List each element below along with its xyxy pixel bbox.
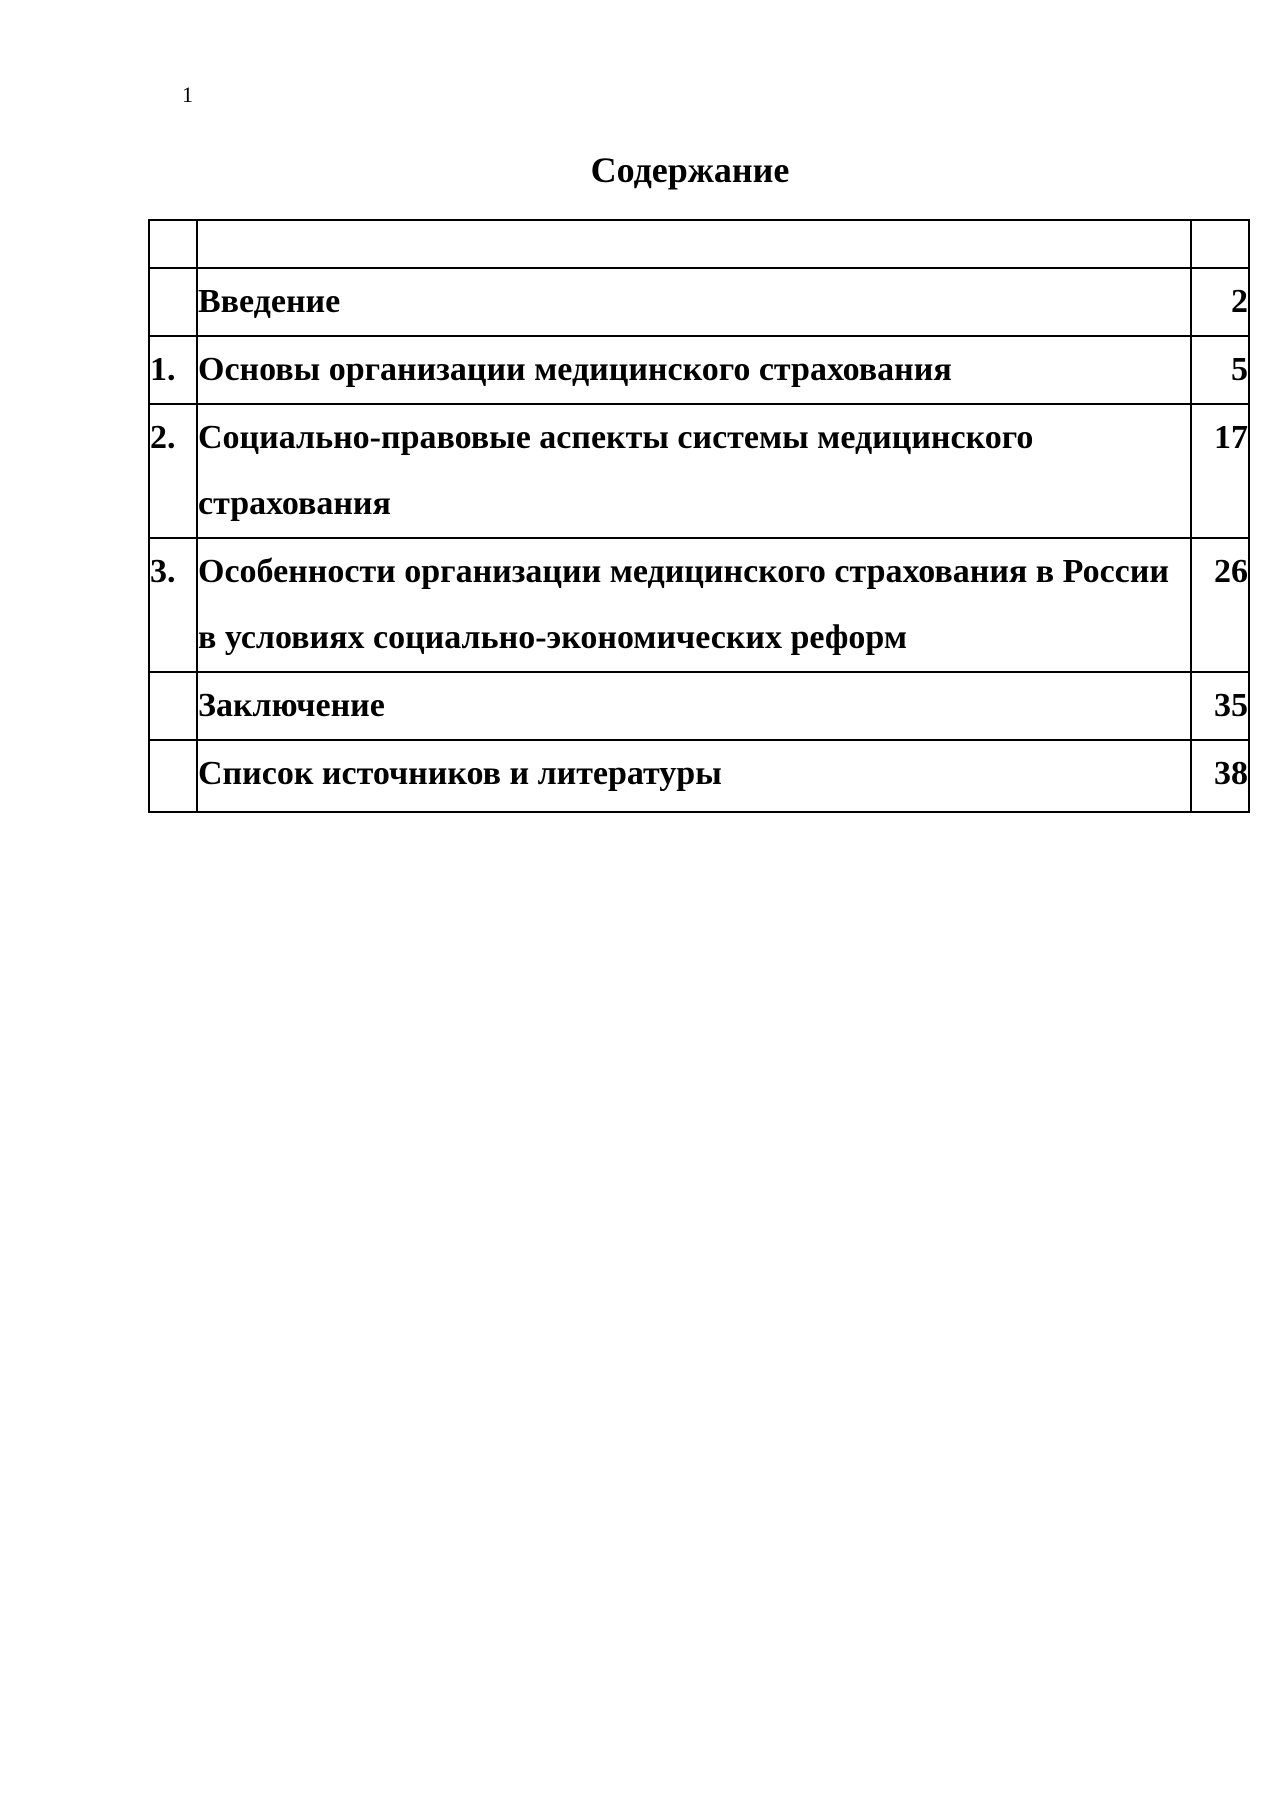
toc-page: 38	[1191, 740, 1249, 812]
toc-row-introduction	[149, 268, 1249, 336]
page-number: 1	[182, 82, 193, 107]
toc-title: Основы организации медицинского страхования	[197, 336, 1191, 404]
toc-row-chapter-3	[149, 538, 1249, 672]
toc-title: Заключение	[197, 672, 1191, 740]
toc-page: 35	[1191, 672, 1249, 740]
toc-title: Введение	[197, 268, 1191, 336]
toc-title: Социально-правовые аспекты системы медицинского страхования	[197, 404, 1191, 538]
toc-number	[149, 268, 197, 336]
toc-row-conclusion	[149, 672, 1249, 740]
toc-number	[149, 740, 197, 812]
toc-number: 1.	[149, 336, 197, 404]
toc-title	[197, 220, 1191, 268]
toc-row-references	[149, 740, 1249, 812]
page-title: Содержание	[590, 150, 790, 190]
toc-title: Список источников и литературы	[197, 740, 1191, 812]
toc-row-empty	[149, 220, 1249, 268]
toc-page	[1191, 220, 1249, 268]
toc-title: Особенности организации медицинского страхования в России в условиях социально-экономических реформ	[197, 538, 1191, 672]
toc-page: 2	[1191, 268, 1249, 336]
toc-number: 2.	[149, 404, 197, 538]
toc-number	[149, 672, 197, 740]
toc-number	[149, 220, 197, 268]
toc-page: 17	[1191, 404, 1249, 538]
toc-page: 5	[1191, 336, 1249, 404]
toc-row-chapter-1	[149, 336, 1249, 404]
toc-row-chapter-2	[149, 404, 1249, 538]
table-of-contents	[148, 219, 1250, 813]
toc-number: 3.	[149, 538, 197, 672]
toc-page: 26	[1191, 538, 1249, 672]
